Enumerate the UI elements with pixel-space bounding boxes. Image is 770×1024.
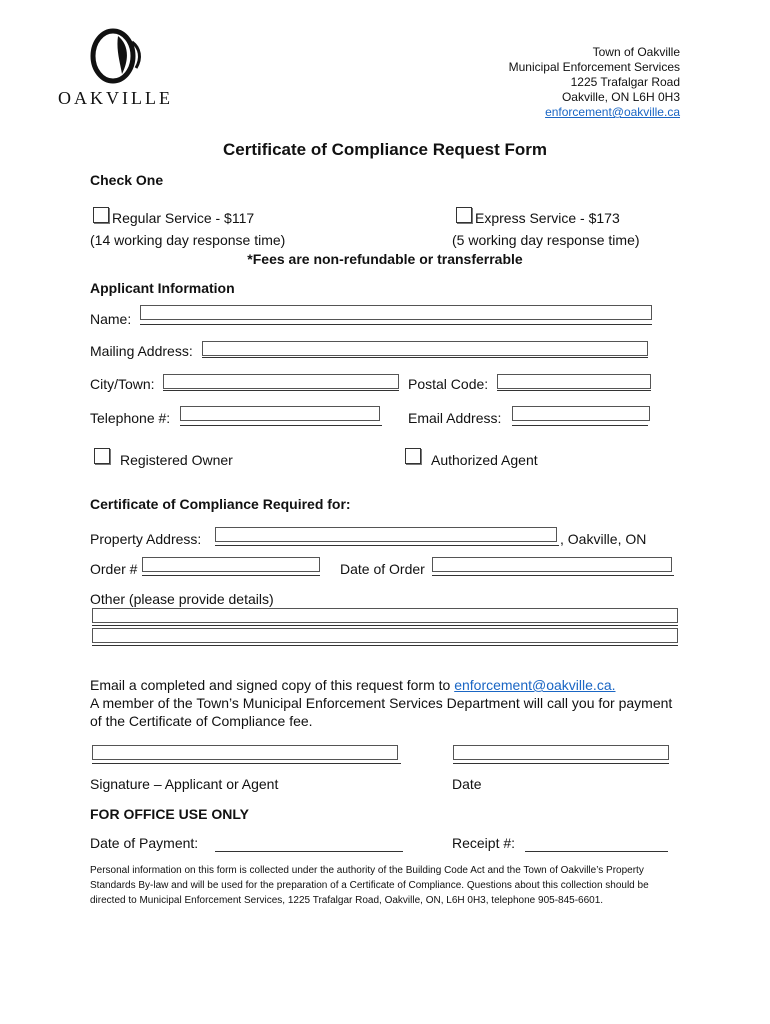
email-address-label: Email Address:: [408, 410, 502, 426]
other-details-field-1[interactable]: [92, 608, 678, 623]
other-details-label: Other (please provide details): [90, 591, 274, 607]
order-number-field[interactable]: [142, 557, 320, 572]
office-use-heading: FOR OFFICE USE ONLY: [90, 806, 249, 822]
regular-service-checkbox[interactable]: [93, 207, 109, 223]
address-line: Oakville, ON L6H 0H3: [561, 90, 680, 104]
header-email-link[interactable]: enforcement@oakville.ca: [545, 105, 680, 119]
payment-underline[interactable]: [215, 851, 403, 852]
address-line: Town of Oakville: [592, 45, 680, 59]
date-underline: [453, 763, 669, 764]
city-field[interactable]: [163, 374, 399, 389]
instruction-email-link[interactable]: enforcement@oakville.ca.: [454, 677, 616, 693]
form-title: Certificate of Compliance Request Form: [222, 140, 547, 159]
other-underline-1: [92, 625, 678, 626]
authorized-agent-label: Authorized Agent: [431, 452, 538, 468]
city-underline: [163, 390, 399, 391]
address-line: Municipal Enforcement Services: [508, 60, 680, 74]
registered-owner-label: Registered Owner: [120, 452, 233, 468]
telephone-underline: [180, 425, 382, 426]
property-suffix: , Oakville, ON: [560, 531, 647, 547]
receipt-label: Receipt #:: [452, 835, 516, 851]
receipt-underline[interactable]: [525, 851, 668, 852]
coc-heading: Certificate of Compliance Required for:: [90, 496, 351, 512]
fees-note: *Fees are non-refundable or transferrable: [247, 251, 523, 267]
address-block: [509, 45, 680, 120]
authorized-agent-checkbox[interactable]: [405, 448, 421, 464]
mailing-address-label: Mailing Address:: [90, 343, 193, 359]
date-of-payment-label: Date of Payment:: [90, 835, 199, 851]
address-line: 1225 Trafalgar Road: [570, 75, 680, 89]
name-field[interactable]: [140, 305, 652, 320]
email-instruction-prefix: Email a completed and signed copy of this request form to: [90, 677, 455, 693]
other-underline-2: [92, 645, 678, 646]
oakville-logo: [58, 28, 178, 113]
signature-label: Signature – Applicant or Agent: [90, 776, 279, 792]
property-address-label: Property Address:: [90, 531, 202, 547]
property-address-field[interactable]: [215, 527, 557, 542]
other-details-field-2[interactable]: [92, 628, 678, 643]
date-label: Date: [452, 776, 482, 792]
name-label: Name:: [90, 311, 132, 327]
check-one-label: Check One: [90, 172, 164, 188]
name-underline: [140, 324, 652, 325]
privacy-note: Personal information on this form is collected under the authority of the Building Code Act and the Town of Oakville’s Property Standards By-law and will be used for the preparation of a Certificate of Compliance. Questions about this collection should be directed to Municipal Enforcement Services, 1225 Trafalgar Road, Oakville, ON, L6H 0H3, telephone 905-845-6601.: [90, 865, 649, 906]
mailing-underline: [202, 357, 648, 358]
postal-code-field[interactable]: [497, 374, 651, 389]
date-of-order-label: Date of Order: [340, 561, 425, 577]
date-of-order-field[interactable]: [432, 557, 672, 572]
email-instruction: [90, 676, 680, 730]
signature-field[interactable]: [92, 745, 398, 760]
logo-wordmark: OAKVILLE: [58, 88, 173, 108]
date-field[interactable]: [453, 745, 669, 760]
postal-underline: [497, 390, 651, 391]
city-label: City/Town:: [90, 376, 155, 392]
mailing-address-field[interactable]: [202, 341, 648, 356]
order-number-label: Order #: [90, 561, 138, 577]
property-underline: [215, 545, 559, 546]
signature-underline: [92, 763, 401, 764]
email-underline: [512, 425, 648, 426]
telephone-field[interactable]: [180, 406, 380, 421]
registered-owner-checkbox[interactable]: [94, 448, 110, 464]
regular-service-label: Regular Service - $117: [112, 210, 255, 226]
regular-service-note: (14 working day response time): [90, 232, 286, 248]
express-service-note: (5 working day response time): [452, 232, 640, 248]
telephone-label: Telephone #:: [90, 410, 171, 426]
email-instruction-rest: A member of the Town’s Municipal Enforcement Services Department will call you for payment of the Certificate of Compliance fee.: [90, 695, 673, 729]
express-service-checkbox[interactable]: [456, 207, 472, 223]
applicant-heading: Applicant Information: [90, 280, 235, 296]
express-service-label: Express Service - $173: [475, 210, 620, 226]
order-underline: [142, 575, 320, 576]
email-address-field[interactable]: [512, 406, 650, 421]
date-order-underline: [432, 575, 674, 576]
postal-code-label: Postal Code:: [408, 376, 489, 392]
oak-leaf-icon: [58, 28, 178, 84]
